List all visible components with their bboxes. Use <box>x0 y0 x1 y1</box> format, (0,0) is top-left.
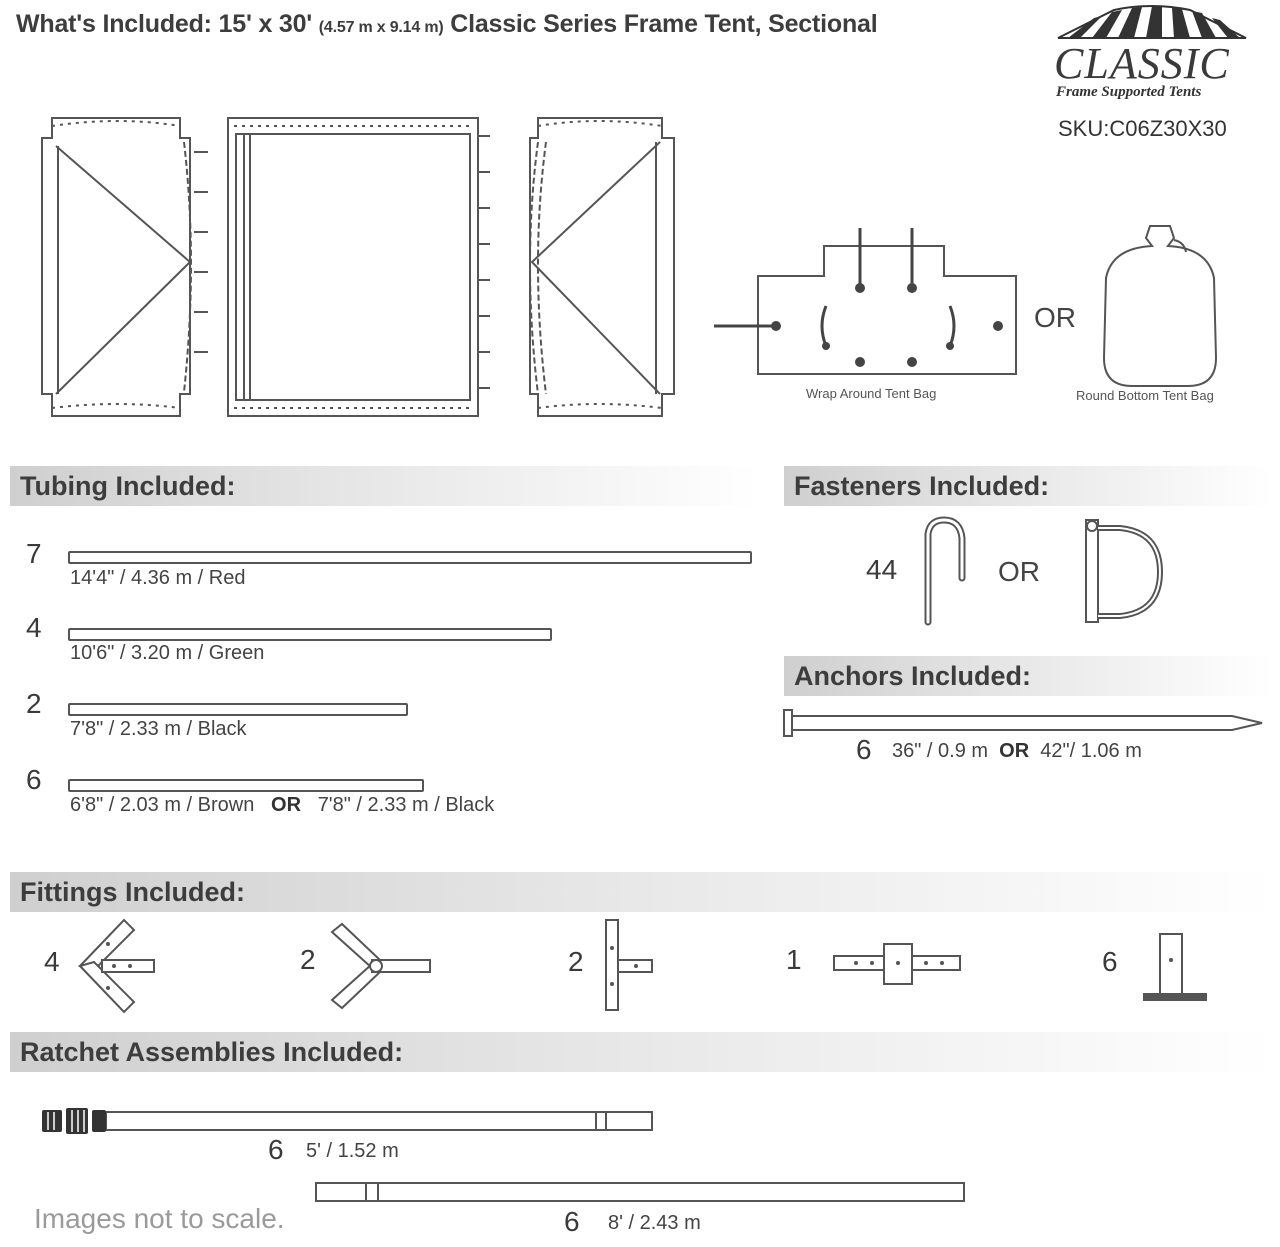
tube-spec-3: 7'8" / 2.33 m / Black <box>70 718 247 740</box>
logo-subtitle: Frame Supported Tents <box>1056 84 1202 100</box>
tube-bar-1 <box>68 551 752 564</box>
tube-bar-2 <box>68 628 552 641</box>
hook-stake-icon <box>920 516 970 626</box>
anchors-section-header <box>784 656 1274 696</box>
tube-or-label: OR <box>271 794 302 816</box>
foot-plate-icon <box>1140 930 1210 1002</box>
wrap-around-bag-icon <box>714 226 1020 378</box>
tube-spec-4 <box>70 794 494 817</box>
fitting-count-5: 6 <box>1102 946 1118 977</box>
anchor-spec-b: 42"/ 1.06 m <box>1040 740 1142 762</box>
ratchet-assembly-5ft-icon <box>40 1104 656 1138</box>
fastener-or-label: OR <box>998 556 1040 587</box>
fitting-count-3: 2 <box>568 946 584 977</box>
ratchet-count-1: 6 <box>268 1134 284 1165</box>
title-main: What's Included: 15' x 30' <box>16 10 313 38</box>
tube-spec-4b: 7'8" / 2.33 m / Black <box>317 794 495 816</box>
fitting-count-2: 2 <box>300 944 316 975</box>
tube-spec-1: 14'4" / 4.36 m / Red <box>70 567 246 589</box>
tube-count-3: 2 <box>26 688 42 719</box>
sku-label: SKU:C06Z30X30 <box>1058 116 1227 141</box>
ratchets-section-header <box>10 1032 1274 1072</box>
tubing-heading: Tubing Included: <box>20 471 236 501</box>
anchor-count: 6 <box>856 734 872 765</box>
ratchets-heading: Ratchet Assemblies Included: <box>20 1037 404 1067</box>
tube-spec-4a: 6'8" / 2.03 m / Brown <box>70 794 255 816</box>
t-fitting-icon <box>602 918 658 1012</box>
fastener-count: 44 <box>866 554 898 585</box>
title-rest: Classic Series Frame Tent, Sectional <box>450 10 878 38</box>
fasteners-heading: Fasteners Included: <box>794 471 1050 501</box>
scale-note: Images not to scale. <box>34 1203 285 1234</box>
anchor-spec <box>892 740 1142 763</box>
d-ring-pin-icon <box>1080 516 1170 626</box>
fitting-count-4: 1 <box>786 944 802 975</box>
ratchet-spec-1: 5' / 1.52 m <box>306 1140 399 1162</box>
ratchet-tube-8ft-icon <box>314 1180 966 1204</box>
round-bottom-bag-icon <box>1098 218 1222 390</box>
page-title <box>16 10 877 39</box>
anchor-or-label: OR <box>999 740 1030 762</box>
logo-text: CLASSIC <box>1054 39 1230 88</box>
anchors-heading: Anchors Included: <box>794 661 1032 691</box>
tube-count-4: 6 <box>26 764 42 795</box>
arrow-fitting-icon <box>74 914 158 1018</box>
tube-spec-2: 10'6" / 3.20 m / Green <box>70 642 265 664</box>
fittings-section-header <box>10 872 1274 912</box>
wrap-bag-caption: Wrap Around Tent Bag <box>806 386 937 401</box>
tube-count-1: 7 <box>26 538 42 569</box>
logo-canopy-icon <box>1054 4 1250 40</box>
tube-bar-3 <box>68 703 408 716</box>
anchor-spec-a: 36" / 0.9 m <box>892 740 989 762</box>
anchor-stake-icon <box>782 708 1266 738</box>
tubing-section-header <box>10 466 760 506</box>
fasteners-section-header <box>784 466 1274 506</box>
round-bag-caption: Round Bottom Tent Bag <box>1076 388 1214 403</box>
ratchet-spec-2: 8' / 2.43 m <box>608 1212 701 1234</box>
title-metric: (4.57 m x 9.14 m) <box>318 19 444 36</box>
y-fitting-icon <box>328 920 434 1012</box>
bag-or-label: OR <box>1034 302 1076 333</box>
fittings-heading: Fittings Included: <box>20 877 245 907</box>
fitting-count-1: 4 <box>44 946 60 977</box>
tent-sections-diagram <box>38 112 690 424</box>
ratchet-count-2: 6 <box>564 1206 580 1237</box>
cross-fitting-icon <box>832 940 962 988</box>
tube-count-2: 4 <box>26 612 42 643</box>
tube-bar-4 <box>68 779 424 792</box>
